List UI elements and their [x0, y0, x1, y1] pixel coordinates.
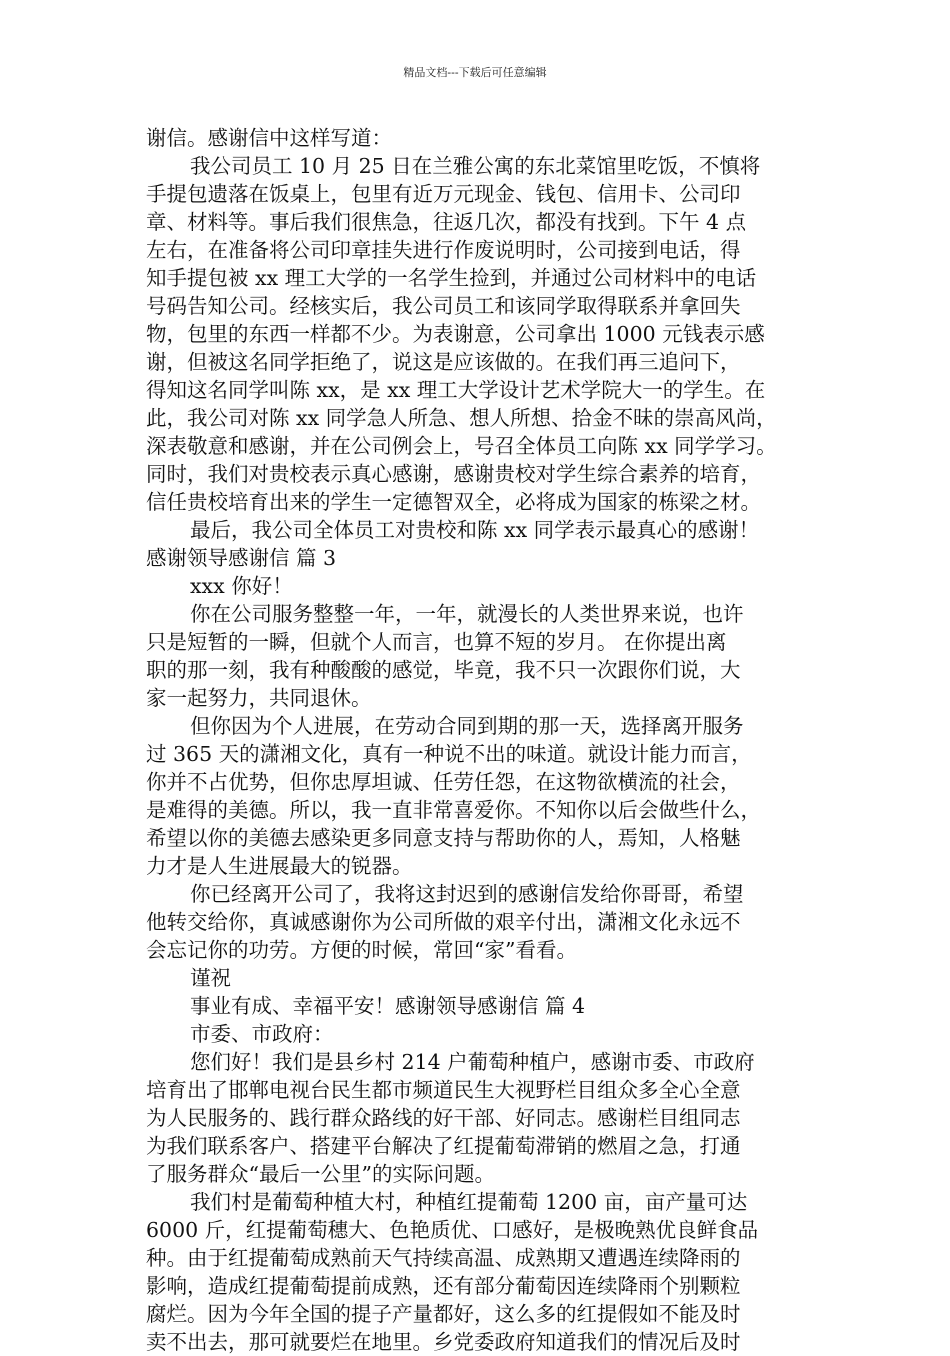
text-line: 了服务群众“最后一公里”的实际问题。	[146, 1162, 495, 1186]
text-line: 物，包里的东西一样都不少。为表谢意，公司拿出 1000 元钱表示感	[146, 322, 765, 346]
page-header: 精品文档---下载后可任意编辑	[403, 66, 547, 79]
text-line: 培育出了邯郸电视台民生都市频道民生大视野栏目组众多全心全意	[146, 1078, 741, 1102]
text-line: 只是短暂的一瞬，但就个人而言，也算不短的岁月。 在你提出离	[146, 630, 727, 654]
text-line: 市委、市政府：	[190, 1022, 334, 1046]
text-line: 影响，造成红提葡萄提前成熟，还有部分葡萄因连续降雨个别颗粒	[146, 1274, 741, 1298]
text-line: 知手提包被 xx 理工大学的一名学生捡到，并通过公司材料中的电话	[146, 266, 757, 290]
text-line: 卖不出去，那可就要烂在地里。乡党委政府知道我们的情况后及时	[146, 1330, 741, 1354]
text-line: 感谢领导感谢信 篇 3	[146, 546, 337, 570]
text-line: 谢，但被这名同学拒绝了，说这是应该做的。在我们再三追问下，	[146, 350, 741, 374]
text-line: 种。由于红提葡萄成熟前天气持续高温、成熟期又遭遇连续降雨的	[146, 1246, 741, 1270]
text-line: 他转交给你，真诚感谢你为公司所做的艰辛付出，潇湘文化永远不	[146, 910, 741, 934]
text-line: xxx 你好！	[190, 574, 293, 598]
text-line: 您们好！我们是县乡村 214 户葡萄种植户，感谢市委、市政府	[190, 1050, 755, 1074]
text-line: 手提包遗落在饭桌上，包里有近万元现金、钱包、信用卡、公司印	[146, 182, 741, 206]
text-line: 深表敬意和感谢，并在公司例会上，号召全体员工向陈 xx 同学学习。	[146, 434, 777, 458]
text-line: 我公司员工 10 月 25 日在兰雅公寓的东北菜馆里吃饭，不慎将	[190, 154, 761, 178]
text-line: 力才是人生进展最大的锐器。	[146, 854, 413, 878]
text-line: 信任贵校培育出来的学生一定德智双全，必将成为国家的栋梁之材。	[146, 490, 761, 514]
text-line: 你在公司服务整整一年，一年，就漫长的人类世界来说，也许	[190, 602, 744, 626]
text-line: 家一起努力，共同退休。	[146, 686, 372, 710]
text-line: 谨祝	[190, 966, 231, 990]
text-line: 我们村是葡萄种植大村，种植红提葡萄 1200 亩，亩产量可达	[190, 1190, 748, 1214]
text-line: 最后，我公司全体员工对贵校和陈 xx 同学表示最真心的感谢！	[190, 518, 760, 542]
text-line: 腐烂。因为今年全国的提子产量都好，这么多的红提假如不能及时	[146, 1302, 741, 1326]
text-line: 得知这名同学叫陈 xx，是 xx 理工大学设计艺术学院大一的学生。在	[146, 378, 766, 402]
text-line: 同时，我们对贵校表示真心感谢，感谢贵校对学生综合素养的培育，	[146, 462, 761, 486]
text-line: 谢信。感谢信中这样写道：	[146, 126, 392, 150]
document-body	[146, 124, 818, 1356]
text-line: 为人民服务的、践行群众路线的好干部、好同志。感谢栏目组同志	[146, 1106, 741, 1130]
text-line: 你并不占优势，但你忠厚坦诚、任劳任怨，在这物欲横流的社会，	[146, 770, 741, 794]
text-line: 此，我公司对陈 xx 同学急人所急、想人所想、拾金不昧的崇高风尚，	[146, 406, 777, 430]
text-line: 左右，在准备将公司印章挂失进行作废说明时，公司接到电话，得	[146, 238, 741, 262]
text-line: 为我们联系客户、搭建平台解决了红提葡萄滞销的燃眉之急，打通	[146, 1134, 741, 1158]
text-line: 号码告知公司。经核实后，我公司员工和该同学取得联系并拿回失	[146, 294, 741, 318]
text-line: 过 365 天的潇湘文化，真有一种说不出的味道。就设计能力而言，	[146, 742, 752, 766]
text-line: 章、材料等。事后我们很焦急，往返几次，都没有找到。下午 4 点	[146, 210, 747, 234]
text-line: 是难得的美德。所以，我一直非常喜爱你。不知你以后会做些什么，	[146, 798, 761, 822]
text-line: 但你因为个人进展，在劳动合同到期的那一天，选择离开服务	[190, 714, 744, 738]
text-line: 会忘记你的功劳。方便的时候，常回“家”看看。	[146, 938, 577, 962]
text-line: 事业有成、幸福平安！感谢领导感谢信 篇 4	[190, 994, 586, 1018]
text-line: 你已经离开公司了，我将这封迟到的感谢信发给你哥哥，希望	[190, 882, 744, 906]
text-line: 希望以你的美德去感染更多同意支持与帮助你的人，焉知，人格魅	[146, 826, 741, 850]
text-line: 职的那一刻，我有种酸酸的感觉，毕竟，我不只一次跟你们说，大	[146, 658, 741, 682]
text-line: 6000 斤，红提葡萄穗大、色艳质优、口感好，是极晚熟优良鲜食品	[146, 1218, 759, 1242]
